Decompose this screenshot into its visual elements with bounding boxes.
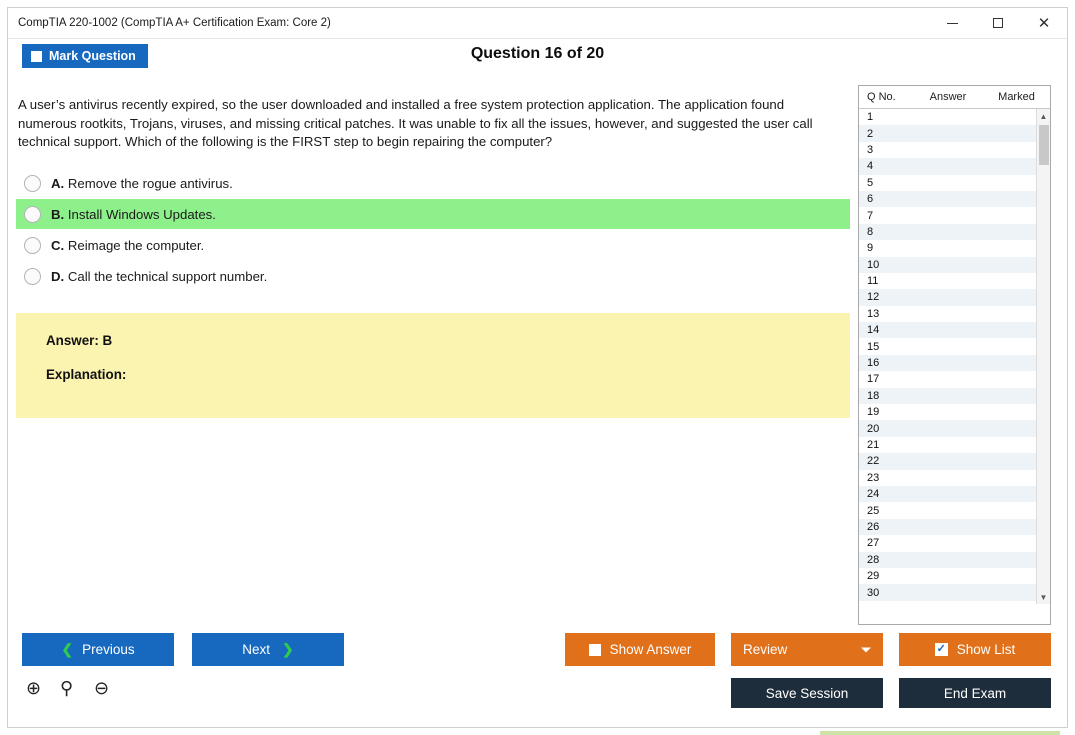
option-c[interactable] <box>16 230 850 260</box>
table-row[interactable] <box>859 338 1050 354</box>
table-row[interactable] <box>859 437 1050 453</box>
scrollbar-thumb[interactable] <box>1039 125 1049 165</box>
table-row[interactable] <box>859 289 1050 305</box>
table-row[interactable] <box>859 273 1050 289</box>
option-a[interactable] <box>16 168 850 198</box>
answer-explanation-panel <box>16 313 850 418</box>
table-row[interactable] <box>859 257 1050 273</box>
end-exam-label: End Exam <box>943 685 1007 701</box>
question-number-cell: 18 <box>867 389 880 402</box>
column-header-q-no: Q No. <box>867 91 896 103</box>
show-list-button[interactable] <box>899 633 1051 666</box>
table-row[interactable] <box>859 109 1050 125</box>
question-number-cell: 9 <box>867 242 874 255</box>
question-list-body[interactable] <box>859 109 1050 604</box>
table-row[interactable] <box>859 453 1050 469</box>
question-number-cell: 13 <box>867 307 880 320</box>
option-a-text: A. Remove the rogue antivirus. <box>51 175 233 191</box>
question-list-panel <box>858 85 1051 625</box>
table-row[interactable] <box>859 552 1050 568</box>
table-row[interactable] <box>859 519 1050 535</box>
question-number-cell: 23 <box>867 471 880 484</box>
previous-button[interactable] <box>22 633 174 666</box>
radio-icon[interactable] <box>24 268 41 285</box>
answer-label: Answer: B <box>46 333 113 349</box>
answer-options <box>16 168 850 291</box>
question-number-cell: 27 <box>867 537 880 550</box>
radio-icon[interactable] <box>24 237 41 254</box>
question-number-cell: 26 <box>867 520 880 533</box>
show-list-label: Show List <box>956 642 1016 657</box>
question-number-cell: 28 <box>867 553 880 566</box>
show-answer-button[interactable] <box>565 633 715 666</box>
table-row[interactable] <box>859 404 1050 420</box>
table-row[interactable] <box>859 306 1050 322</box>
question-header <box>16 44 1059 74</box>
table-row[interactable] <box>859 420 1050 436</box>
close-icon[interactable]: ✕ <box>1037 14 1051 32</box>
next-button[interactable] <box>192 633 344 666</box>
zoom-in-icon[interactable]: ⊕ <box>26 678 42 698</box>
question-number-cell: 22 <box>867 455 880 468</box>
question-number-cell: 6 <box>867 193 874 206</box>
radio-icon[interactable] <box>24 175 41 192</box>
table-row[interactable] <box>859 191 1050 207</box>
question-content <box>16 82 850 418</box>
question-number-cell: 7 <box>867 209 874 222</box>
column-header-marked: Marked <box>998 91 1035 103</box>
previous-chevron-icon: ❮ <box>61 641 74 657</box>
question-number-cell: 20 <box>867 422 880 435</box>
minimize-icon[interactable] <box>929 8 975 38</box>
question-number-cell: 24 <box>867 488 880 501</box>
question-number-cell: 4 <box>867 160 874 173</box>
question-number-cell: 14 <box>867 324 880 337</box>
zoom-reset-icon[interactable]: ⚲ <box>60 678 74 698</box>
maximize-icon[interactable] <box>975 8 1021 38</box>
zoom-controls <box>26 678 114 698</box>
question-stem: A user’s antivirus recently expired, so the user downloaded and installed a free system protection application. The application found numerous rootkits, Trojans, viruses, and missing critical patches. It was unable to fix all the issues, however, and suggested the user call technical support. Which of the following is the FIRST step to begin repairing the computer? <box>18 97 813 150</box>
question-number-cell: 3 <box>867 143 874 156</box>
table-row[interactable] <box>859 158 1050 174</box>
question-number-cell: 11 <box>867 275 879 288</box>
table-row[interactable] <box>859 142 1050 158</box>
save-session-button[interactable] <box>731 678 883 708</box>
table-row[interactable] <box>859 125 1050 141</box>
question-list-scrollbar[interactable] <box>1036 109 1050 604</box>
chevron-down-icon <box>861 647 871 652</box>
table-row[interactable] <box>859 486 1050 502</box>
table-row[interactable] <box>859 175 1050 191</box>
table-row[interactable] <box>859 240 1050 256</box>
table-row[interactable] <box>859 535 1050 551</box>
next-label: Next <box>242 642 271 657</box>
question-number-cell: 1 <box>867 111 874 124</box>
title-bar <box>8 8 1067 39</box>
review-label: Review <box>743 642 788 657</box>
question-number-cell: 10 <box>867 258 880 271</box>
question-number-cell: 17 <box>867 373 880 386</box>
table-row[interactable] <box>859 322 1050 338</box>
end-exam-button[interactable] <box>899 678 1051 708</box>
review-dropdown-button[interactable] <box>731 633 883 666</box>
previous-label: Previous <box>82 642 135 657</box>
question-number-cell: 21 <box>867 439 880 451</box>
table-row[interactable] <box>859 470 1050 486</box>
show-answer-label: Show Answer <box>609 642 692 657</box>
question-number-cell: 30 <box>867 586 880 599</box>
page-title: Question 16 of 20 <box>470 45 605 62</box>
question-list-header <box>859 86 1050 109</box>
option-d[interactable] <box>16 261 850 291</box>
option-c-text: C. Reimage the computer. <box>51 237 205 253</box>
table-row[interactable] <box>859 568 1050 584</box>
column-header-answer: Answer <box>929 91 967 103</box>
question-number-cell: 19 <box>867 406 880 419</box>
table-row[interactable] <box>859 355 1050 371</box>
next-chevron-icon: ❯ <box>282 641 294 657</box>
option-d-text: D. Call the technical support number. <box>51 268 268 284</box>
zoom-out-icon[interactable]: ⊖ <box>94 678 110 698</box>
explanation-label: Explanation: <box>46 367 127 383</box>
question-number-cell: 5 <box>867 176 874 189</box>
show-list-checkbox-icon: ✓ <box>936 643 946 655</box>
question-number-cell: 29 <box>867 570 880 583</box>
scroll-down-icon[interactable]: ▼ <box>1039 592 1048 602</box>
option-b-text: B. Install Windows Updates. <box>51 206 216 222</box>
window-title: CompTIA 220-1002 (CompTIA A+ Certification Exam: Core 2) <box>18 17 331 29</box>
window-controls <box>929 8 1067 38</box>
mark-question-label: Mark Question <box>49 49 136 63</box>
show-answer-checkbox-icon <box>589 644 601 656</box>
question-number-cell: 2 <box>867 127 874 140</box>
table-row[interactable] <box>859 388 1050 404</box>
table-row[interactable] <box>859 224 1050 240</box>
question-number-cell: 16 <box>867 357 880 370</box>
question-number-cell: 8 <box>867 225 874 238</box>
footer-accent-bar <box>820 731 1060 735</box>
scroll-up-icon[interactable]: ▲ <box>1039 111 1048 121</box>
question-number-cell: 15 <box>867 340 880 353</box>
question-number-cell: 12 <box>867 291 880 304</box>
table-row[interactable] <box>859 584 1050 600</box>
radio-icon[interactable] <box>24 206 41 223</box>
save-session-label: Save Session <box>765 685 849 701</box>
question-number-cell: 25 <box>867 504 880 517</box>
table-row[interactable] <box>859 371 1050 387</box>
option-b[interactable] <box>16 199 850 229</box>
table-row[interactable] <box>859 502 1050 518</box>
table-row[interactable] <box>859 207 1050 223</box>
